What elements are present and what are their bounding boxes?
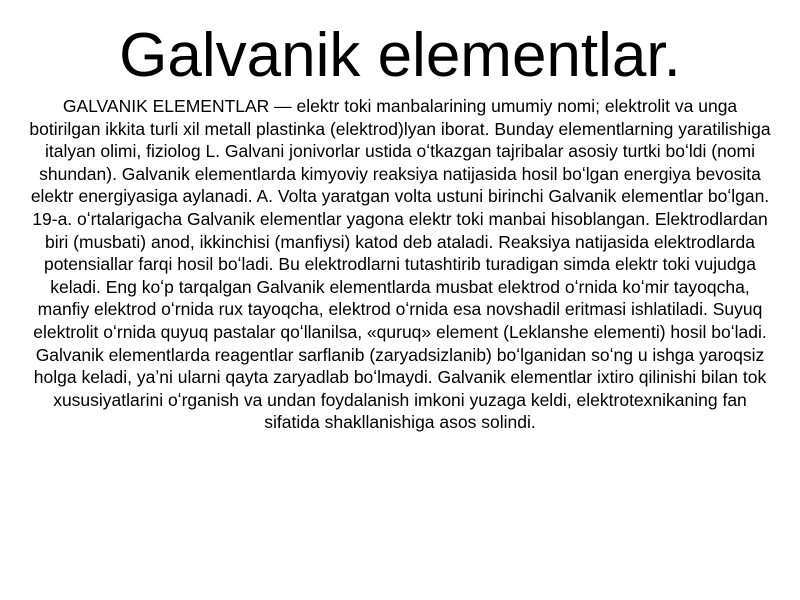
slide-title: Galvanik elementlar.	[119, 21, 681, 90]
slide-body-text: GALVANIK ELEMENTLAR — elektr toki manbalarining umumiy nomi; elektrolit va unga botirilgan ikkita turli xil metall plastinka (elektrod)lyan iborat. Bunday elementlarning yaratilishiga italyan olimi, fiziolog L. Galvani jonivorlar ustida oʻtkazgan tajribalar asosiy turtki boʻldi (nomi shundan). Galvanik elementlarda kimyoviy reaksiya natijasida hosil boʻlgan energiya bevosita elektr energiyasiga aylanadi. A. Volta yaratgan volta ustuni birinchi Galvanik elementlar boʻlgan. 19-a. oʻrtalarigacha Galvanik elementlar yagona elektr toki manbai hisoblangan. Elektrodlardan biri (musbati) anod, ikkinchisi (manfiysi) katod deb ataladi. Reaksiya natijasida elektrodlarda potensiallar farqi hosil boʻladi. Bu elektrodlarni tutashtirib turadigan simda elektr toki vujudga keladi. Eng koʻp tarqalgan Galvanik elementlarda musbat elektrod oʻrnida koʻmir tayoqcha, manfiy elektrod oʻrnida rux tayoqcha, elektrod oʻrnida esa novshadil eritmasi ishlatiladi. Suyuq elektrolit oʻrnida quyuq pastalar qoʻllanilsa, «quruq» element (Leklanshe elementi) hosil boʻladi. Galvanik elementlarda reagentlar sarflanib (zaryadsizlanib) boʻlganidan soʻng u ishga yaroqsiz holga keladi, yaʼni ularni qayta zaryadlab boʻlmaydi. Galvanik elementlar ixtiro qilinishi bilan tok xususiyatlarini oʻrganish va undan foydalanish imkoni yuzaga keldi, elektrotexnikaning fan sifatida shakllanishiga asos solindi.	[29, 96, 771, 433]
